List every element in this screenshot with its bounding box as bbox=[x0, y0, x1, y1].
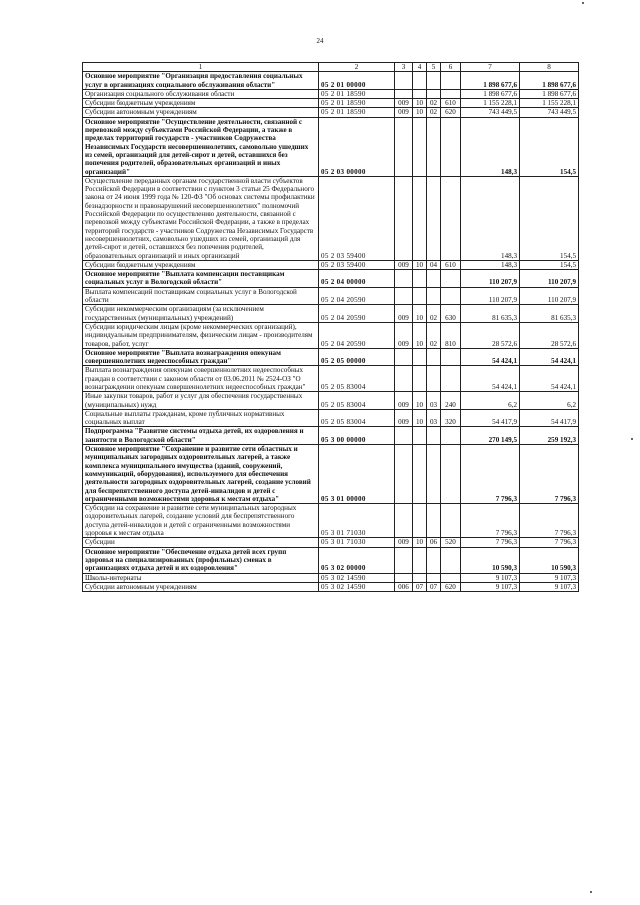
row-name: Осуществление переданных органам государственной власти субъектов Российской Федерации в соответствии с пунктом 3 статьи 25 Федерального закона от 24 июня 1999 года № 120-ФЗ "Об основах системы профилактики безнадзорности и правонарушений несовершеннолетних" полномочий Российской Федерации по осуществлению деятельности, связанной с перевозкой между субъектами Российской Федерации, а также в пределах территорий государств - участников Содружества Независимых Государств несовершеннолетних, самовольно ушедших из семей, организаций для детей-сирот и детей, оставшихся без попечения родителей, образовательных организаций и иных организаций bbox=[83, 176, 319, 260]
row-name: Субсидии автономным учреждениям bbox=[83, 582, 319, 591]
row-code: 05 2 01 00000 bbox=[319, 72, 395, 90]
row-code: 05 3 01 00000 bbox=[319, 445, 395, 504]
row-section bbox=[413, 72, 427, 90]
row-code: 05 2 03 59400 bbox=[319, 260, 395, 269]
row-value-year-2: 54 424,1 bbox=[520, 366, 579, 392]
row-value-year-2: 154,5 bbox=[520, 117, 579, 176]
table-row bbox=[83, 117, 579, 176]
row-code: 05 3 01 71030 bbox=[319, 504, 395, 538]
row-ministry bbox=[395, 348, 413, 366]
row-subsection: 03 bbox=[427, 392, 441, 410]
table-row bbox=[83, 504, 579, 538]
row-ministry bbox=[395, 89, 413, 98]
row-subsection: 02 bbox=[427, 305, 441, 323]
table-row bbox=[83, 287, 579, 305]
row-expense-type bbox=[441, 445, 461, 504]
row-subsection bbox=[427, 366, 441, 392]
row-value-year-2: 54 424,1 bbox=[520, 348, 579, 366]
table-row bbox=[83, 99, 579, 108]
row-name: Субсидии bbox=[83, 538, 319, 547]
row-section bbox=[413, 117, 427, 176]
row-expense-type: 810 bbox=[441, 322, 461, 348]
header-cell: 1 bbox=[83, 63, 319, 72]
row-value-year-1: 7 796,3 bbox=[461, 538, 520, 547]
row-subsection bbox=[427, 270, 441, 288]
row-ministry: 009 bbox=[395, 305, 413, 323]
row-section bbox=[413, 547, 427, 573]
row-value-year-2: 7 796,3 bbox=[520, 538, 579, 547]
row-ministry: 009 bbox=[395, 322, 413, 348]
row-value-year-1: 7 796,3 bbox=[461, 445, 520, 504]
row-code: 05 2 01 18590 bbox=[319, 99, 395, 108]
row-expense-type: 520 bbox=[441, 538, 461, 547]
table-row bbox=[83, 427, 579, 445]
row-value-year-2: 1 898 677,6 bbox=[520, 89, 579, 98]
row-value-year-1: 10 590,3 bbox=[461, 547, 520, 573]
row-expense-type: 610 bbox=[441, 260, 461, 269]
row-name: Субсидии на сохранение и развитие сети муниципальных загородных оздоровительных лагерей, создание условий для беспрепятственного доступа детей-инвалидов и детей с ограниченными возможностями здоровья к местам отдыха bbox=[83, 504, 319, 538]
row-ministry: 009 bbox=[395, 409, 413, 427]
row-name: Школы-интернаты bbox=[83, 573, 319, 582]
row-ministry bbox=[395, 176, 413, 260]
row-ministry bbox=[395, 573, 413, 582]
row-subsection bbox=[427, 573, 441, 582]
row-expense-type: 620 bbox=[441, 582, 461, 591]
row-subsection: 07 bbox=[427, 582, 441, 591]
row-section: 07 bbox=[413, 582, 427, 591]
row-value-year-1: 54 424,1 bbox=[461, 348, 520, 366]
row-value-year-2: 28 572,6 bbox=[520, 322, 579, 348]
row-value-year-1: 148,3 bbox=[461, 117, 520, 176]
table-row bbox=[83, 538, 579, 547]
row-name: Организация социального обслуживания области bbox=[83, 89, 319, 98]
row-value-year-1: 110 207,9 bbox=[461, 287, 520, 305]
row-ministry bbox=[395, 445, 413, 504]
row-section bbox=[413, 89, 427, 98]
row-value-year-1: 54 424,1 bbox=[461, 366, 520, 392]
budget-table bbox=[82, 62, 579, 592]
row-value-year-1: 148,3 bbox=[461, 176, 520, 260]
table-row bbox=[83, 260, 579, 269]
row-value-year-2: 9 107,3 bbox=[520, 573, 579, 582]
table-row bbox=[83, 409, 579, 427]
row-code: 05 3 02 14590 bbox=[319, 582, 395, 591]
row-section: 10 bbox=[413, 538, 427, 547]
row-value-year-2: 1 155 228,1 bbox=[520, 99, 579, 108]
row-value-year-1: 1 898 677,6 bbox=[461, 89, 520, 98]
row-value-year-2: 743 449,5 bbox=[520, 108, 579, 117]
table-row bbox=[83, 305, 579, 323]
row-value-year-1: 270 149,5 bbox=[461, 427, 520, 445]
row-section: 10 bbox=[413, 99, 427, 108]
row-section bbox=[413, 348, 427, 366]
row-value-year-1: 9 107,3 bbox=[461, 582, 520, 591]
row-ministry: 009 bbox=[395, 392, 413, 410]
row-value-year-1: 81 635,3 bbox=[461, 305, 520, 323]
row-name: Выплата вознаграждения опекунам совершеннолетних недееспособных граждан в соответствии с законом области от 03.06.2011 № 2524-ОЗ "О вознаграждении опекунам совершеннолетних недееспособных граждан" bbox=[83, 366, 319, 392]
row-name: Основное мероприятие "Осуществление деятельности, связанной с перевозкой между субъектами Российской Федерации, а также в пределах территорий государств - участников Содружества Независимых Государств несовершеннолетних, самовольно ушедших из семей, организаций для детей-сирот и детей, оставшихся без попечения родителей, образовательных организаций и иных организаций" bbox=[83, 117, 319, 176]
header-cell: 8 bbox=[520, 63, 579, 72]
row-subsection: 02 bbox=[427, 322, 441, 348]
row-name: Иные закупки товаров, работ и услуг для обеспечения государственных (муниципальных) нужд bbox=[83, 392, 319, 410]
row-ministry bbox=[395, 427, 413, 445]
row-ministry: 009 bbox=[395, 260, 413, 269]
table-row bbox=[83, 366, 579, 392]
row-ministry bbox=[395, 547, 413, 573]
row-code: 05 2 03 00000 bbox=[319, 117, 395, 176]
row-subsection: 02 bbox=[427, 99, 441, 108]
row-subsection bbox=[427, 348, 441, 366]
row-expense-type bbox=[441, 547, 461, 573]
row-expense-type bbox=[441, 427, 461, 445]
row-section: 10 bbox=[413, 108, 427, 117]
table-row bbox=[83, 322, 579, 348]
row-section bbox=[413, 366, 427, 392]
row-value-year-1: 1 898 677,6 bbox=[461, 72, 520, 90]
row-name: Субсидии некоммерческим организациям (за исключением государственных (муниципальных) учреждений) bbox=[83, 305, 319, 323]
row-expense-type bbox=[441, 72, 461, 90]
row-code: 05 3 01 71030 bbox=[319, 538, 395, 547]
row-expense-type: 240 bbox=[441, 392, 461, 410]
row-code: 05 2 01 18590 bbox=[319, 108, 395, 117]
header-cell: 3 bbox=[395, 63, 413, 72]
row-name: Основное мероприятие "Выплата вознаграждения опекунам совершеннолетних недееспособных граждан" bbox=[83, 348, 319, 366]
row-value-year-1: 54 417,9 bbox=[461, 409, 520, 427]
row-ministry bbox=[395, 366, 413, 392]
row-subsection: 03 bbox=[427, 409, 441, 427]
row-subsection bbox=[427, 89, 441, 98]
row-code: 05 2 04 00000 bbox=[319, 270, 395, 288]
row-expense-type bbox=[441, 366, 461, 392]
row-code: 05 2 04 20590 bbox=[319, 287, 395, 305]
page-number: 24 bbox=[316, 37, 324, 45]
table-row bbox=[83, 445, 579, 504]
header-row bbox=[83, 63, 579, 72]
row-name: Субсидии бюджетным учреждениям bbox=[83, 99, 319, 108]
header-cell: 4 bbox=[413, 63, 427, 72]
row-value-year-2: 259 192,3 bbox=[520, 427, 579, 445]
row-code: 05 2 05 83004 bbox=[319, 366, 395, 392]
row-section bbox=[413, 573, 427, 582]
row-ministry bbox=[395, 270, 413, 288]
row-value-year-1: 7 796,3 bbox=[461, 504, 520, 538]
table-row bbox=[83, 547, 579, 573]
row-section bbox=[413, 176, 427, 260]
row-name: Подпрограмма "Развитие системы отдыха детей, их оздоровления и занятости в Вологодской области" bbox=[83, 427, 319, 445]
row-code: 05 2 04 20590 bbox=[319, 322, 395, 348]
header-cell: 5 bbox=[427, 63, 441, 72]
row-value-year-2: 9 107,3 bbox=[520, 582, 579, 591]
row-value-year-2: 81 635,3 bbox=[520, 305, 579, 323]
table-row bbox=[83, 573, 579, 582]
row-subsection: 06 bbox=[427, 538, 441, 547]
row-section: 10 bbox=[413, 409, 427, 427]
row-expense-type: 610 bbox=[441, 99, 461, 108]
header-cell: 2 bbox=[319, 63, 395, 72]
row-value-year-2: 6,2 bbox=[520, 392, 579, 410]
row-expense-type bbox=[441, 573, 461, 582]
row-name: Основное мероприятие "Сохранение и развитие сети областных и муниципальных загородных оздоровительных лагерей, а также комплекса муниципального имущества (зданий, сооружений, коммуникаций, оборудования), используемого для обеспечения деятельности загородных оздоровительных лагерей, создание условий для беспрепятственного доступа детей-инвалидов и детей с ограниченными возможностями здоровья к местам отдыха" bbox=[83, 445, 319, 504]
row-subsection bbox=[427, 176, 441, 260]
table-row bbox=[83, 582, 579, 591]
row-code: 05 2 05 00000 bbox=[319, 348, 395, 366]
row-value-year-2: 7 796,3 bbox=[520, 504, 579, 538]
row-expense-type bbox=[441, 287, 461, 305]
row-code: 05 2 04 20590 bbox=[319, 305, 395, 323]
row-value-year-1: 28 572,6 bbox=[461, 322, 520, 348]
row-section bbox=[413, 287, 427, 305]
row-expense-type: 630 bbox=[441, 305, 461, 323]
row-value-year-2: 54 417,9 bbox=[520, 409, 579, 427]
row-expense-type bbox=[441, 270, 461, 288]
row-code: 05 3 02 14590 bbox=[319, 573, 395, 582]
row-value-year-2: 110 207,9 bbox=[520, 270, 579, 288]
row-expense-type bbox=[441, 504, 461, 538]
row-ministry bbox=[395, 117, 413, 176]
row-ministry bbox=[395, 287, 413, 305]
row-subsection: 04 bbox=[427, 260, 441, 269]
row-value-year-1: 110 207,9 bbox=[461, 270, 520, 288]
row-section bbox=[413, 504, 427, 538]
row-subsection bbox=[427, 427, 441, 445]
row-subsection bbox=[427, 547, 441, 573]
row-code: 05 2 05 83004 bbox=[319, 392, 395, 410]
row-name: Социальные выплаты гражданам, кроме публичных нормативных социальных выплат bbox=[83, 409, 319, 427]
row-value-year-2: 7 796,3 bbox=[520, 445, 579, 504]
scan-speck bbox=[582, 2, 584, 4]
row-name: Основное мероприятие "Выплата компенсации поставщикам социальных услуг в Вологодской области" bbox=[83, 270, 319, 288]
row-code: 05 3 02 00000 bbox=[319, 547, 395, 573]
row-section bbox=[413, 445, 427, 504]
row-ministry bbox=[395, 72, 413, 90]
row-subsection bbox=[427, 504, 441, 538]
row-value-year-2: 154,5 bbox=[520, 260, 579, 269]
row-subsection bbox=[427, 72, 441, 90]
row-expense-type bbox=[441, 89, 461, 98]
row-expense-type: 320 bbox=[441, 409, 461, 427]
row-subsection bbox=[427, 117, 441, 176]
table-row bbox=[83, 392, 579, 410]
row-value-year-2: 154,5 bbox=[520, 176, 579, 260]
row-section bbox=[413, 270, 427, 288]
header-cell: 6 bbox=[441, 63, 461, 72]
table-row bbox=[83, 348, 579, 366]
row-ministry: 009 bbox=[395, 108, 413, 117]
table-row bbox=[83, 176, 579, 260]
row-section: 10 bbox=[413, 305, 427, 323]
row-ministry: 009 bbox=[395, 99, 413, 108]
row-value-year-2: 110 207,9 bbox=[520, 287, 579, 305]
row-name: Основное мероприятие "Организация предоставления социальных услуг в организациях социального обслуживания области" bbox=[83, 72, 319, 90]
row-value-year-1: 9 107,3 bbox=[461, 573, 520, 582]
table-row bbox=[83, 270, 579, 288]
row-expense-type bbox=[441, 348, 461, 366]
row-section: 10 bbox=[413, 392, 427, 410]
table-row bbox=[83, 108, 579, 117]
row-name: Субсидии автономным учреждениям bbox=[83, 108, 319, 117]
row-value-year-1: 6,2 bbox=[461, 392, 520, 410]
row-name: Субсидии бюджетным учреждениям bbox=[83, 260, 319, 269]
row-subsection bbox=[427, 287, 441, 305]
row-expense-type: 620 bbox=[441, 108, 461, 117]
row-value-year-2: 1 898 677,6 bbox=[520, 72, 579, 90]
row-value-year-1: 148,3 bbox=[461, 260, 520, 269]
row-ministry: 009 bbox=[395, 538, 413, 547]
row-name: Субсидии юридическим лицам (кроме некоммерческих организаций), индивидуальным предпринимателям, физическим лицам - производителям товаров, работ, услуг bbox=[83, 322, 319, 348]
row-expense-type bbox=[441, 117, 461, 176]
table-row bbox=[83, 89, 579, 98]
row-value-year-1: 743 449,5 bbox=[461, 108, 520, 117]
row-name: Выплата компенсаций поставщикам социальных услуг в Вологодской области bbox=[83, 287, 319, 305]
row-subsection: 02 bbox=[427, 108, 441, 117]
row-expense-type bbox=[441, 176, 461, 260]
row-code: 05 3 00 00000 bbox=[319, 427, 395, 445]
row-subsection bbox=[427, 445, 441, 504]
row-section: 10 bbox=[413, 260, 427, 269]
row-ministry bbox=[395, 504, 413, 538]
row-value-year-1: 1 155 228,1 bbox=[461, 99, 520, 108]
row-section: 10 bbox=[413, 322, 427, 348]
row-code: 05 2 05 83004 bbox=[319, 409, 395, 427]
scan-speck bbox=[631, 438, 633, 440]
row-section bbox=[413, 427, 427, 445]
row-ministry: 006 bbox=[395, 582, 413, 591]
table-row bbox=[83, 72, 579, 90]
row-value-year-2: 10 590,3 bbox=[520, 547, 579, 573]
row-code: 05 2 03 59400 bbox=[319, 176, 395, 260]
row-code: 05 2 01 18590 bbox=[319, 89, 395, 98]
row-name: Основное мероприятие "Обеспечение отдыха детей всех групп здоровья на специализированных (профильных) сменах в организациях отдыха детей и их оздоровления" bbox=[83, 547, 319, 573]
scan-speck bbox=[590, 891, 592, 893]
header-cell: 7 bbox=[461, 63, 520, 72]
